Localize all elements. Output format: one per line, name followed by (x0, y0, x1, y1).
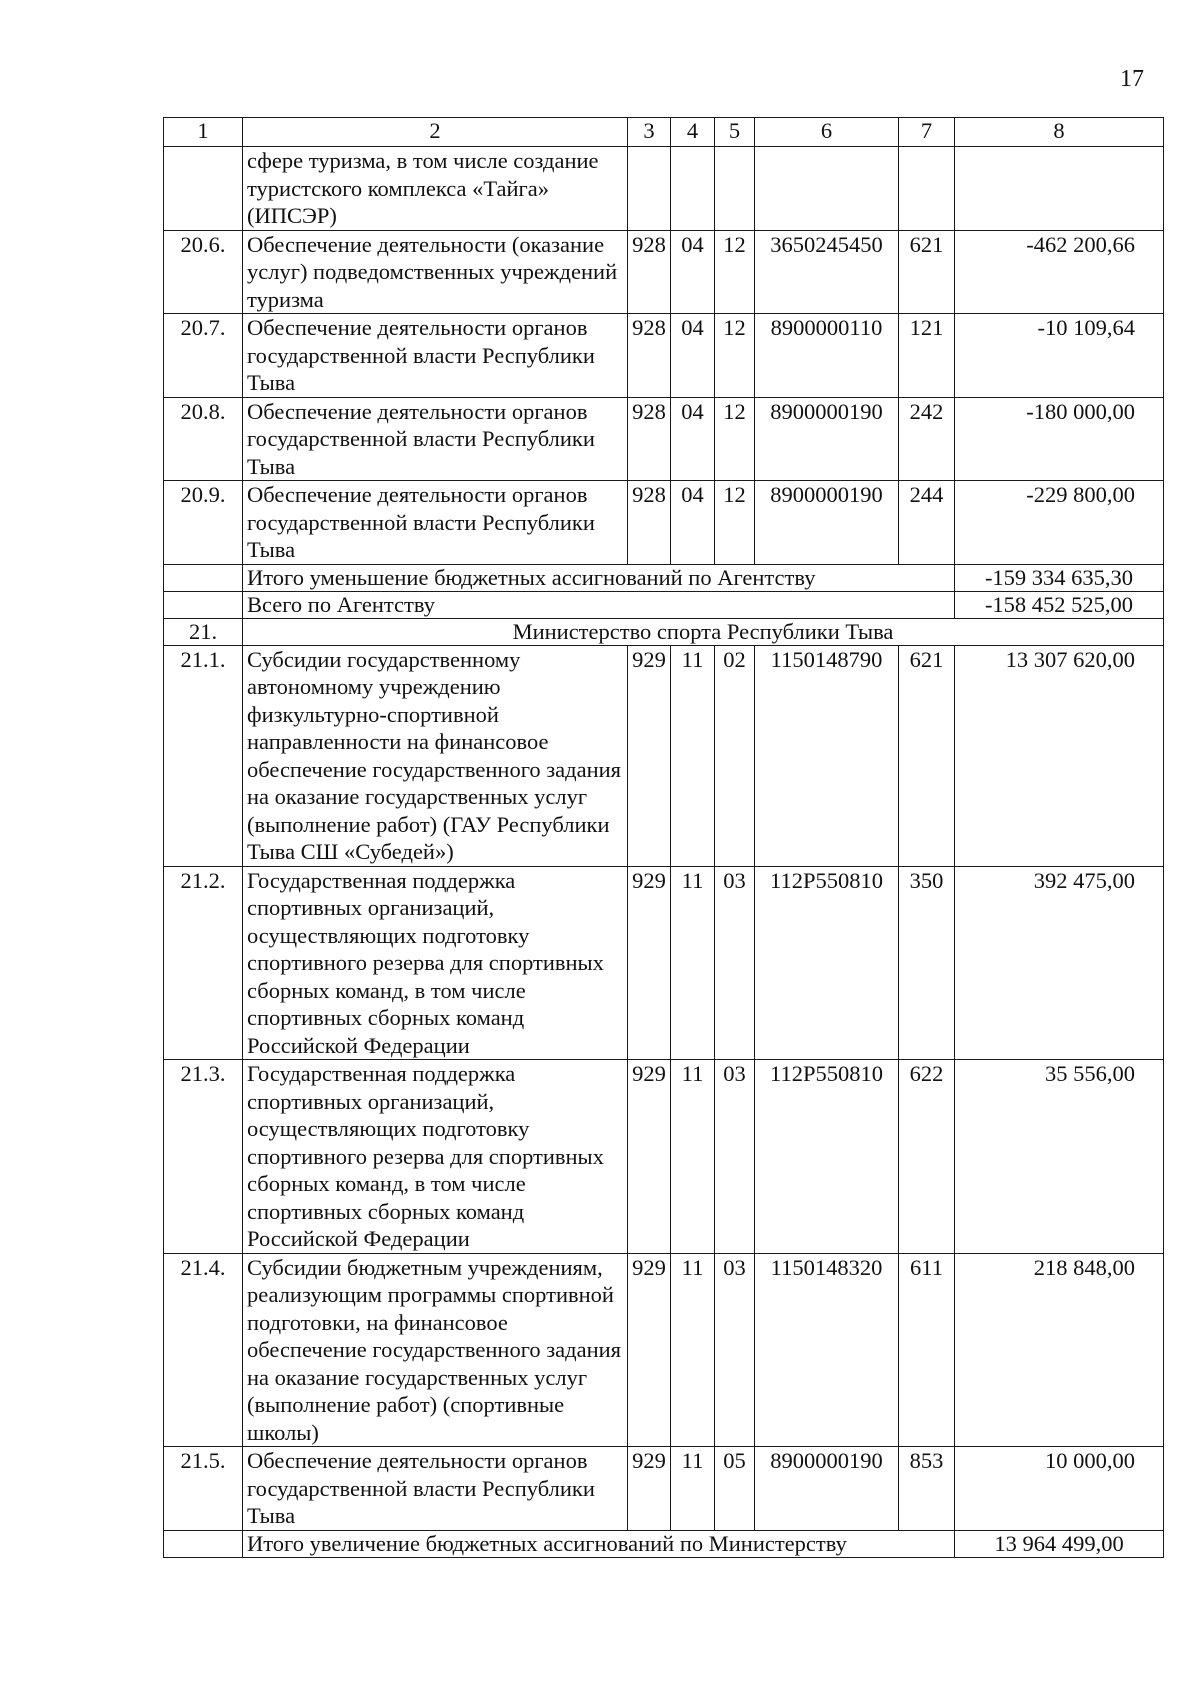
code-7-cell: 611 (899, 1253, 955, 1447)
code-5-cell: 03 (715, 1253, 755, 1447)
code-7-cell: 350 (899, 866, 955, 1060)
code-4-cell: 11 (671, 1253, 715, 1447)
amount-cell: -229 800,00 (955, 481, 1164, 565)
table-row (164, 645, 1164, 866)
code-4-cell: 11 (671, 1060, 715, 1254)
description-cell: Обеспечение деятельности органов государственной власти Республики Тыва (243, 314, 628, 398)
code-7-cell: 621 (899, 645, 955, 866)
budget-allocation-table (163, 117, 1164, 1558)
code-3-cell: 928 (628, 481, 671, 565)
amount-cell: 13 307 620,00 (955, 645, 1164, 866)
total-agency-amount: -158 452 525,00 (955, 591, 1164, 618)
table-row (164, 481, 1164, 565)
description-cell: Государственная поддержка спортивных организаций, осуществляющих подготовку спортивного резерва для спортивных сборных команд, в том числе спортивных сборных команд Российской Федерации (243, 866, 628, 1060)
continuation-row (164, 147, 1164, 231)
total-decrease-label: Итого уменьшение бюджетных ассигнований по Агентству (243, 564, 955, 591)
table-row (164, 1060, 1164, 1254)
code-3-cell: 928 (628, 230, 671, 314)
amount-cell: -462 200,66 (955, 230, 1164, 314)
code-7-cell: 242 (899, 397, 955, 481)
total-decrease-row (164, 564, 1164, 591)
table-row (164, 1253, 1164, 1447)
row-number-cell: 20.8. (164, 397, 243, 481)
column-header: 7 (899, 118, 955, 147)
code-5-cell: 03 (715, 1060, 755, 1254)
code-5-cell: 12 (715, 481, 755, 565)
row-number-cell: 20.9. (164, 481, 243, 565)
code-6-cell: 1150148790 (755, 645, 899, 866)
code-6-cell: 8900000190 (755, 397, 899, 481)
code-4-cell: 11 (671, 645, 715, 866)
code-3-cell: 929 (628, 1060, 671, 1254)
code-7-cell: 121 (899, 314, 955, 398)
code-7-cell: 621 (899, 230, 955, 314)
column-header: 6 (755, 118, 899, 147)
column-header: 4 (671, 118, 715, 147)
code-5-cell: 05 (715, 1447, 755, 1531)
description-cell: Обеспечение деятельности органов государственной власти Республики Тыва (243, 397, 628, 481)
code-5-cell: 12 (715, 397, 755, 481)
table-row (164, 866, 1164, 1060)
page-number: 17 (1120, 66, 1144, 92)
description-cell: Субсидии бюджетным учреждениям, реализующим программы спортивной подготовки, на финансовое обеспечение государственного задания на оказание государственных услуг (выполнение работ) (спортивные школы) (243, 1253, 628, 1447)
code-5-cell: 02 (715, 645, 755, 866)
code-7-cell: 853 (899, 1447, 955, 1531)
table-row (164, 1447, 1164, 1531)
table-row (164, 230, 1164, 314)
code-6-cell: 8900000190 (755, 481, 899, 565)
code-4-cell: 11 (671, 1447, 715, 1531)
description-cell: Субсидии государственному автономному учреждению физкультурно-спортивной направленности на финансовое обеспечение государственного задания на оказание государственных услуг (выполнение работ) (ГАУ Республики Тыва СШ «Субедей») (243, 645, 628, 866)
code-5-cell: 12 (715, 230, 755, 314)
column-header: 5 (715, 118, 755, 147)
code-6-cell: 8900000110 (755, 314, 899, 398)
amount-cell: -180 000,00 (955, 397, 1164, 481)
row-number-cell: 21.4. (164, 1253, 243, 1447)
code-4-cell: 04 (671, 397, 715, 481)
code-5-cell: 12 (715, 314, 755, 398)
total-agency-row (164, 591, 1164, 618)
code-4-cell: 04 (671, 481, 715, 565)
amount-cell: 35 556,00 (955, 1060, 1164, 1254)
row-number-cell: 21.1. (164, 645, 243, 866)
column-header: 1 (164, 118, 243, 147)
description-cell: сфере туризма, в том числе создание туристского комплекса «Тайга» (ИПСЭР) (243, 147, 628, 231)
total-increase-row (164, 1530, 1164, 1557)
description-cell: Обеспечение деятельности органов государственной власти Республики Тыва (243, 1447, 628, 1531)
total-increase-amount: 13 964 499,00 (955, 1530, 1164, 1557)
section-title: Министерство спорта Республики Тыва (243, 618, 1164, 645)
code-4-cell: 04 (671, 314, 715, 398)
code-3-cell: 929 (628, 1447, 671, 1531)
row-number-cell: 21.2. (164, 866, 243, 1060)
section-number: 21. (164, 618, 243, 645)
code-3-cell: 928 (628, 314, 671, 398)
amount-cell: 10 000,00 (955, 1447, 1164, 1531)
code-3-cell: 929 (628, 1253, 671, 1447)
description-cell: Государственная поддержка спортивных организаций, осуществляющих подготовку спортивного резерва для спортивных сборных команд, в том числе спортивных сборных команд Российской Федерации (243, 1060, 628, 1254)
total-agency-label: Всего по Агентству (243, 591, 955, 618)
description-cell: Обеспечение деятельности органов государственной власти Республики Тыва (243, 481, 628, 565)
column-header: 3 (628, 118, 671, 147)
description-cell: Обеспечение деятельности (оказание услуг) подведомственных учреждений туризма (243, 230, 628, 314)
code-7-cell: 622 (899, 1060, 955, 1254)
code-6-cell: 8900000190 (755, 1447, 899, 1531)
row-number-cell (164, 147, 243, 231)
code-3-cell: 929 (628, 645, 671, 866)
table-row (164, 314, 1164, 398)
code-7-cell: 244 (899, 481, 955, 565)
code-6-cell: 3650245450 (755, 230, 899, 314)
code-4-cell: 11 (671, 866, 715, 1060)
table-row (164, 397, 1164, 481)
total-increase-label: Итого увеличение бюджетных ассигнований по Министерству (243, 1530, 955, 1557)
amount-cell: -10 109,64 (955, 314, 1164, 398)
row-number-cell: 20.7. (164, 314, 243, 398)
code-3-cell: 929 (628, 866, 671, 1060)
row-number-cell: 21.3. (164, 1060, 243, 1254)
amount-cell: 218 848,00 (955, 1253, 1164, 1447)
row-number-cell: 21.5. (164, 1447, 243, 1531)
code-6-cell: 112P550810 (755, 866, 899, 1060)
column-header: 8 (955, 118, 1164, 147)
column-header: 2 (243, 118, 628, 147)
total-decrease-amount: -159 334 635,30 (955, 564, 1164, 591)
code-6-cell: 112P550810 (755, 1060, 899, 1254)
code-6-cell: 1150148320 (755, 1253, 899, 1447)
code-3-cell: 928 (628, 397, 671, 481)
row-number-cell: 20.6. (164, 230, 243, 314)
code-4-cell: 04 (671, 230, 715, 314)
code-5-cell: 03 (715, 866, 755, 1060)
section-header-row (164, 618, 1164, 645)
column-number-row (164, 118, 1164, 147)
amount-cell: 392 475,00 (955, 866, 1164, 1060)
